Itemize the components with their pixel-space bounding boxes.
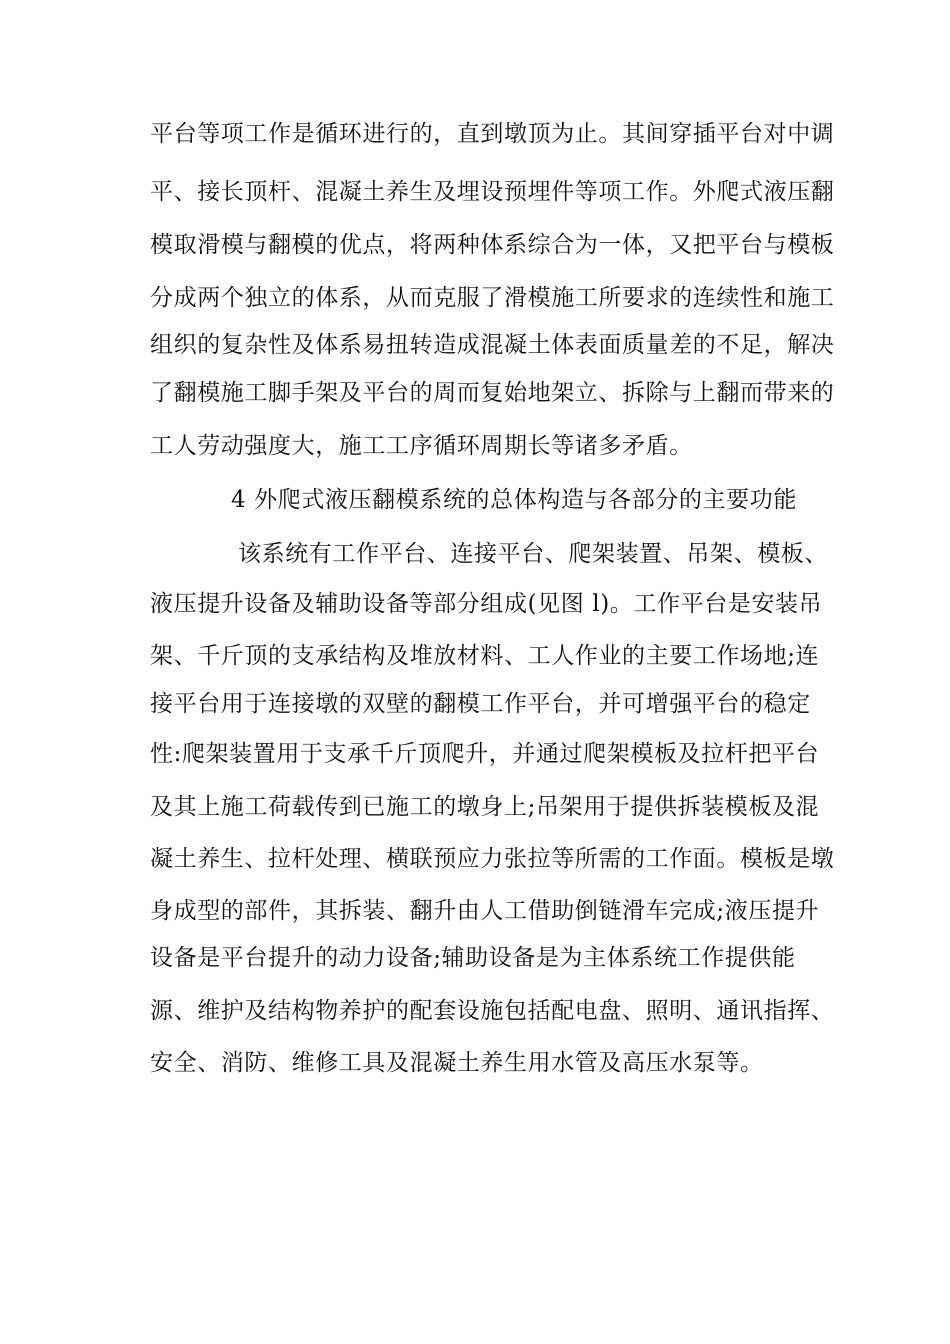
text-line: 性:爬架装置用于支承千斤顶爬升，并通过爬架模板及拉杆把平台 — [150, 741, 820, 767]
text-line: 工人劳动强度大，施工工序循环周期长等诸多矛盾。 — [150, 433, 693, 459]
section-heading: 4 外爬式液压翻模系统的总体构造与各部分的主要功能 — [231, 487, 797, 513]
text-line: 组织的复杂性及体系易扭转造成混凝土体表面质量差的不足，解决 — [150, 332, 835, 358]
text-line: 身成型的部件，其拆装、翻升由人工借助倒链滑车完成;液压提升 — [150, 898, 820, 924]
text-line: 及其上施工荷载传到已施工的墩身上;吊架用于提供拆装模板及混 — [150, 794, 820, 820]
text-line: 分成两个独立的体系，从而克服了滑模施工所要求的连续性和施工 — [150, 285, 835, 311]
text-line: 该系统有工作平台、连接平台、爬架装置、吊架、模板、 — [238, 541, 828, 567]
text-line: 架、千斤顶的支承结构及堆放材料、工人作业的主要工作场地;连 — [150, 643, 820, 669]
text-line: 模取滑模与翻模的优点，将两种体系综合为一体，又把平台与模板 — [150, 232, 835, 258]
text-line: 了翻模施工脚手架及平台的周而复始地架立、拆除与上翻而带来的 — [150, 380, 835, 406]
text-line: 液压提升设备及辅助设备等部分组成(见图 l)。工作平台是安装吊 — [150, 591, 823, 617]
text-line: 平台等项工作是循环进行的，直到墩顶为止。其间穿插平台对中调 — [150, 121, 835, 147]
text-line: 平、接长顶杆、混凝土养生及埋设预埋件等项工作。外爬式液压翻 — [150, 179, 835, 205]
text-line: 凝土养生、拉杆处理、横联预应力张拉等所需的工作面。模板是墩 — [150, 846, 835, 872]
text-line: 源、维护及结构物养护的配套设施包括配电盘、照明、通讯指挥、 — [150, 998, 835, 1024]
text-line: 接平台用于连接墩的双壁的翻模工作平台，并可增强平台的稳定 — [150, 691, 811, 717]
text-line: 设备是平台提升的动力设备;辅助设备是为主体系统工作提供能 — [150, 945, 796, 971]
text-line: 安全、消防、维修工具及混凝土养生用水管及高压水泵等。 — [150, 1050, 764, 1076]
